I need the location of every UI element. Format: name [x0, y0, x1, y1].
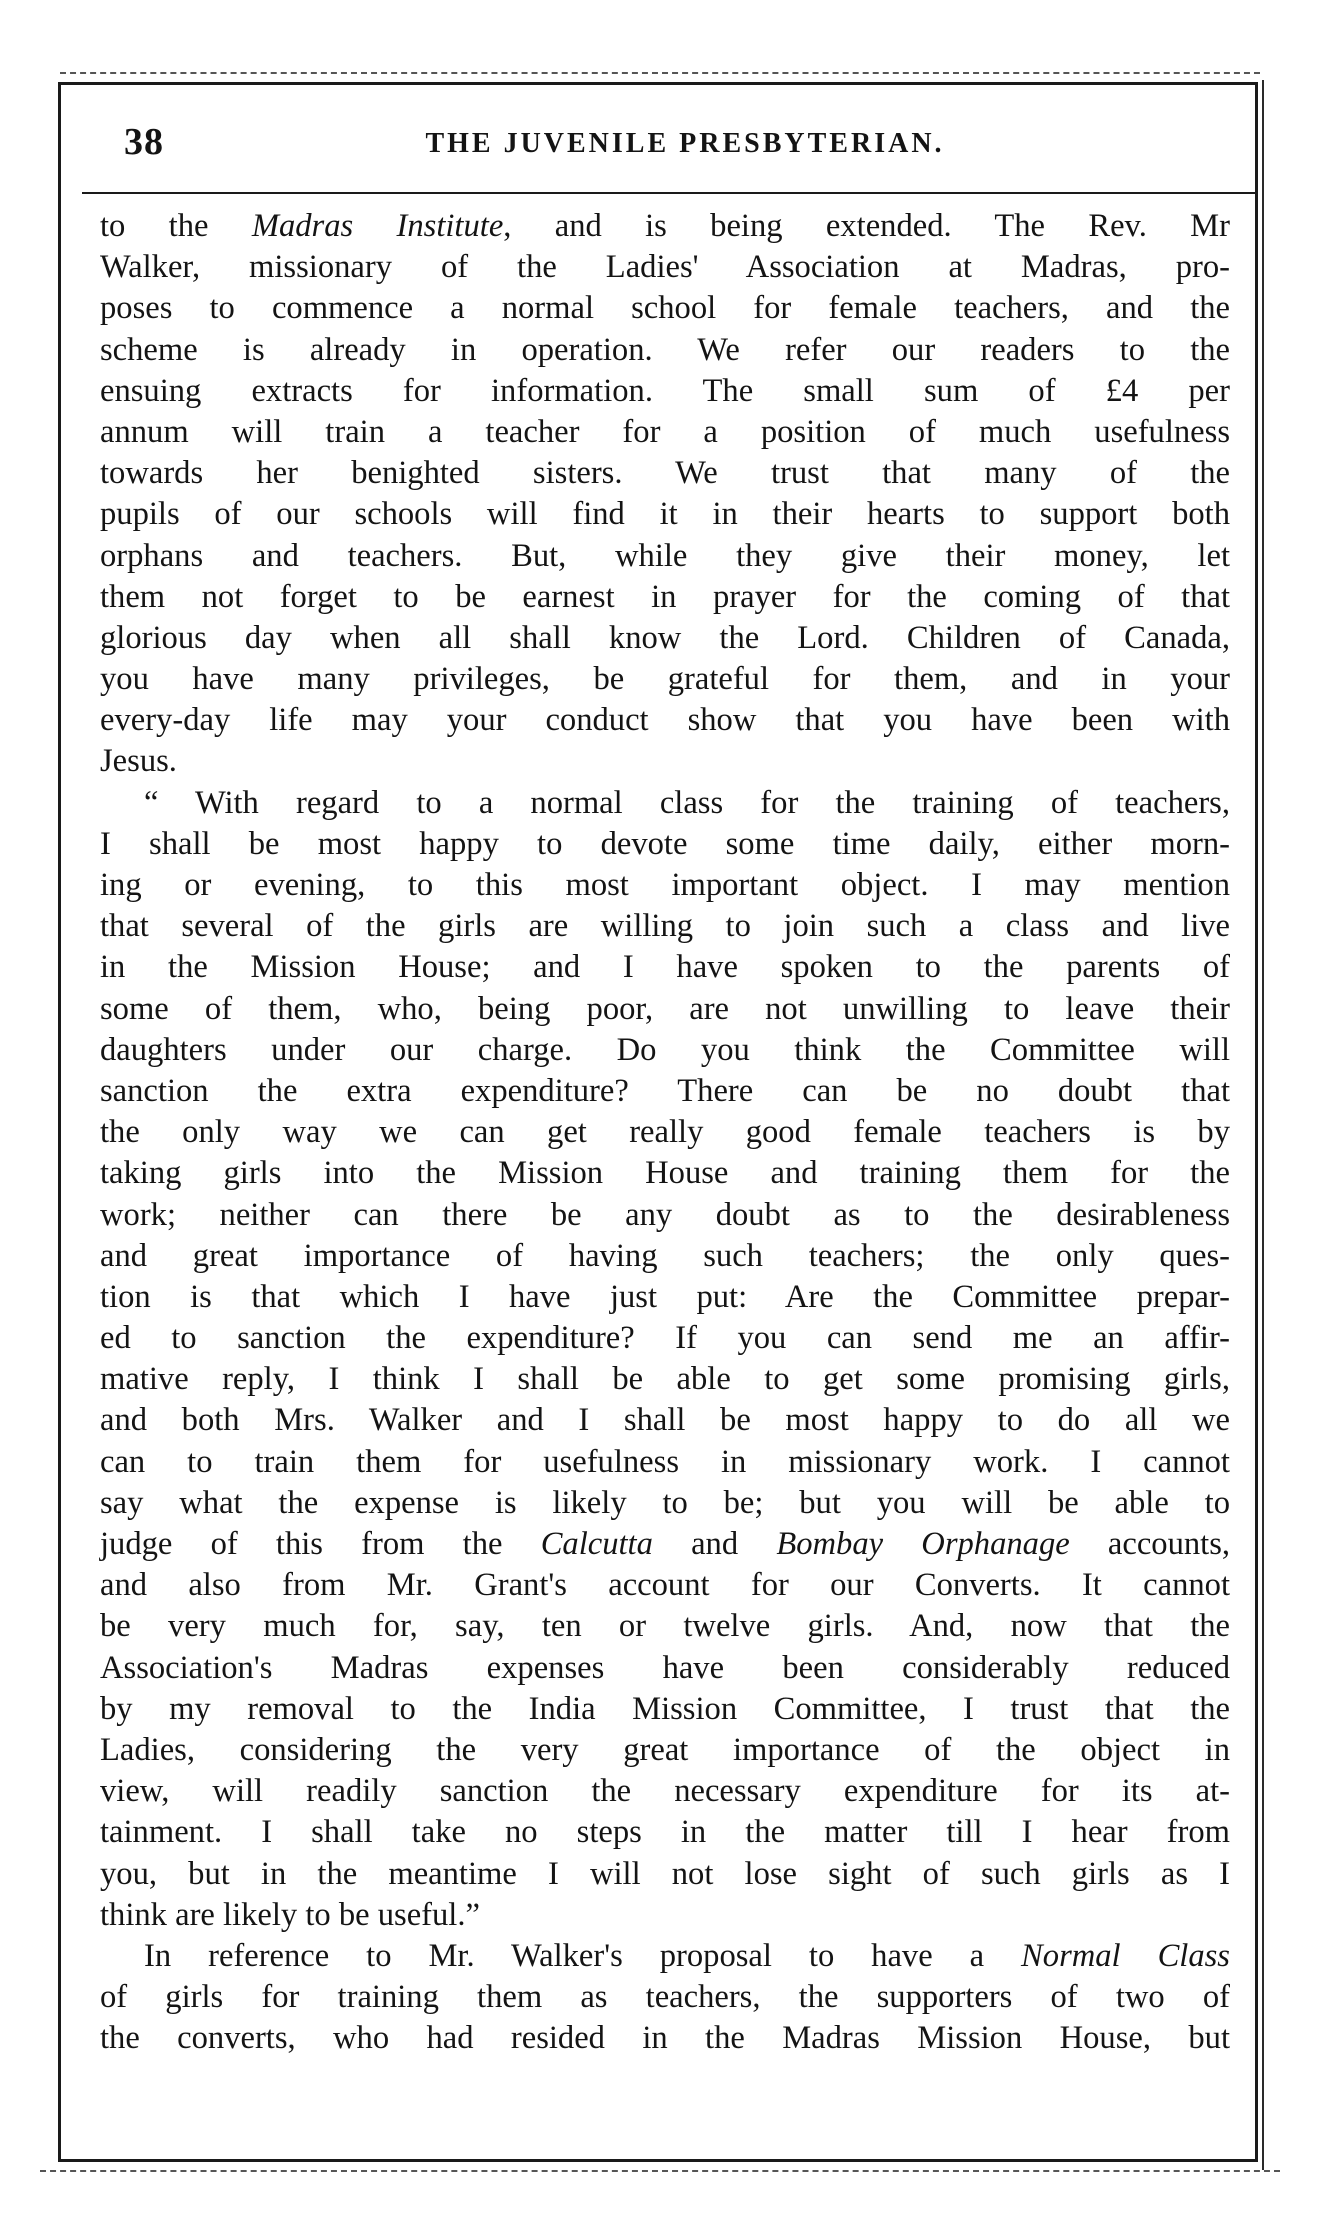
- text-line: [100, 1236, 1230, 1277]
- text-line: [100, 577, 1230, 618]
- text-line: [100, 989, 1230, 1030]
- text-run: by my removal to the India Mission Committee, I trust that the: [100, 1690, 1230, 1727]
- text-line: [100, 1565, 1230, 1606]
- text-run: that several of the girls are willing to join such a class and live: [100, 908, 1230, 945]
- text-run: you have many privileges, be grateful for them, and in your: [100, 661, 1230, 698]
- text-run: Jesus.: [100, 743, 177, 780]
- text-line: [100, 1936, 1230, 1977]
- text-line: [100, 1442, 1230, 1483]
- text-run: and also from Mr. Grant's account for our Converts. It cannot: [100, 1567, 1230, 1604]
- text-run: ing or evening, to this most important object. I may mention: [100, 867, 1230, 903]
- text-run: tainment. I shall take no steps in the matter till I hear from: [100, 1814, 1230, 1851]
- text-run: work; neither can there be any doubt as to the desirableness: [100, 1196, 1230, 1233]
- text-line: [100, 741, 1230, 782]
- text-line: [100, 371, 1230, 412]
- text-line: [100, 783, 1230, 824]
- text-line: [100, 1771, 1230, 1812]
- text-run: the converts, who had resided in the Madras Mission House, but: [100, 2020, 1230, 2057]
- text-line: [100, 1318, 1230, 1359]
- text-line: [100, 1977, 1230, 2018]
- text-run: scheme is already in operation. We refer our readers to the: [100, 331, 1230, 368]
- text-run: in the Mission House; and I have spoken to the parents of: [100, 949, 1230, 986]
- text-run: orphans and teachers. But, while they give their money, let: [100, 537, 1230, 574]
- text-run: ed to sanction the expenditure? If you can send me an affir-: [100, 1320, 1230, 1357]
- text-run: them not forget to be earnest in prayer for the coming of that: [100, 578, 1230, 615]
- text-run: judge of this from the: [100, 1526, 541, 1562]
- text-line: [100, 906, 1230, 947]
- text-line: [100, 288, 1230, 329]
- right-border-rule: [1262, 80, 1264, 2170]
- text-run: glorious day when all shall know the Lord. Children of Canada,: [100, 619, 1230, 656]
- text-line: [100, 700, 1230, 741]
- text-line: [100, 494, 1230, 535]
- text-run: annum will train a teacher for a position of much usefulness: [100, 413, 1230, 450]
- text-line: [100, 1483, 1230, 1524]
- italic-text: Bombay Orphanage: [776, 1526, 1070, 1562]
- text-line: [100, 1730, 1230, 1771]
- text-line: [100, 1689, 1230, 1730]
- text-run: “ With regard to a normal class for the training of teachers,: [144, 784, 1230, 821]
- text-run: the only way we can get really good female teachers is by: [100, 1114, 1230, 1151]
- text-run: towards her benighted sisters. We trust that many of the: [100, 455, 1230, 492]
- text-line: [100, 1400, 1230, 1441]
- text-line: [100, 1153, 1230, 1194]
- text-line: [100, 1524, 1230, 1565]
- text-line: [100, 1359, 1230, 1400]
- text-run: , and is being extended. The Rev. Mr: [503, 208, 1230, 244]
- text-run: pupils of our schools will find it in their hearts to support both: [100, 496, 1230, 533]
- text-line: [100, 247, 1230, 288]
- text-run: you, but in the meantime I will not lose sight of such girls as I: [100, 1855, 1230, 1892]
- text-line: [100, 1895, 1230, 1936]
- text-run: and great importance of having such teachers; the only ques-: [100, 1237, 1230, 1274]
- text-run: and: [652, 1526, 777, 1562]
- text-run: think are likely to be useful.”: [100, 1896, 480, 1933]
- text-line: [100, 659, 1230, 700]
- text-run: daughters under our charge. Do you think the Committee will: [100, 1031, 1230, 1068]
- text-line: [100, 536, 1230, 577]
- text-line: [100, 947, 1230, 988]
- italic-text: Normal Class: [1021, 1937, 1230, 1974]
- text-line: [100, 206, 1230, 247]
- text-line: [100, 618, 1230, 659]
- text-line: [100, 865, 1230, 906]
- text-run: Ladies, considering the very great importance of the object in: [100, 1731, 1230, 1768]
- text-run: In reference to Mr. Walker's proposal to have a: [144, 1937, 1022, 1974]
- text-run: some of them, who, being poor, are not unwilling to leave their: [100, 990, 1230, 1027]
- text-line: [100, 1112, 1230, 1153]
- italic-text: Calcutta: [540, 1526, 653, 1562]
- text-line: [100, 824, 1230, 865]
- text-run: of girls for training them as teachers, the supporters of two of: [100, 1979, 1230, 2016]
- text-line: [100, 412, 1230, 453]
- text-run: ensuing extracts for information. The small sum of £4 per: [100, 372, 1230, 409]
- text-run: sanction the extra expenditure? There can be no doubt that: [100, 1072, 1230, 1109]
- text-run: can to train them for usefulness in missionary work. I cannot: [100, 1443, 1230, 1480]
- text-line: [100, 1606, 1230, 1647]
- text-line: [100, 1030, 1230, 1071]
- text-run: I shall be most happy to devote some time daily, either morn-: [100, 825, 1230, 862]
- text-line: [100, 330, 1230, 371]
- text-run: mative reply, I think I shall be able to get some promising girls,: [100, 1361, 1230, 1398]
- text-run: every-day life may your conduct show that you have been with: [100, 702, 1230, 739]
- text-line: [100, 1812, 1230, 1853]
- text-run: say what the expense is likely to be; but you will be able to: [100, 1484, 1230, 1521]
- text-line: [100, 453, 1230, 494]
- italic-text: Madras Institute: [251, 208, 504, 244]
- text-run: taking girls into the Mission House and training them for the: [100, 1155, 1230, 1192]
- text-run: Walker, missionary of the Ladies' Association at Madras, pro-: [100, 249, 1230, 286]
- text-line: [100, 2018, 1230, 2059]
- article-body: [100, 206, 1230, 2059]
- text-run: tion is that which I have just put: Are the Committee prepar-: [100, 1278, 1230, 1315]
- text-run: accounts,: [1069, 1526, 1231, 1562]
- text-run: view, will readily sanction the necessary expenditure for its at-: [100, 1773, 1230, 1810]
- text-run: be very much for, say, ten or twelve girls. And, now that the: [100, 1608, 1230, 1645]
- bottom-dashed-rule: [40, 2170, 1280, 2172]
- text-line: [100, 1854, 1230, 1895]
- text-line: [100, 1277, 1230, 1318]
- text-run: poses to commence a normal school for female teachers, and the: [100, 290, 1230, 327]
- text-line: [100, 1648, 1230, 1689]
- top-dashed-rule: [60, 72, 1260, 74]
- text-line: [100, 1071, 1230, 1112]
- text-line: [100, 1195, 1230, 1236]
- page-number: 38: [124, 121, 164, 163]
- running-title: THE JUVENILE PRESBYTERIAN.: [425, 128, 945, 159]
- text-run: to the: [100, 208, 252, 244]
- text-run: Association's Madras expenses have been considerably reduced: [100, 1649, 1230, 1686]
- page-header: [82, 94, 1258, 194]
- text-run: and both Mrs. Walker and I shall be most happy to do all we: [100, 1402, 1230, 1439]
